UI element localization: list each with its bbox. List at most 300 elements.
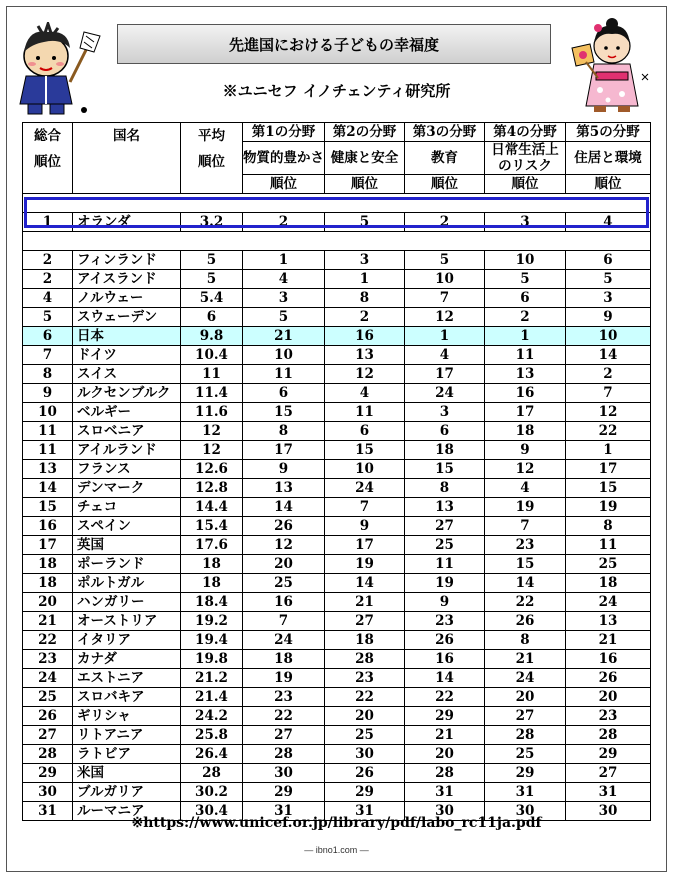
country-cell: アイスランド xyxy=(73,270,181,289)
table-spacer xyxy=(23,194,651,213)
domain-2-cell: 31 xyxy=(325,802,405,821)
country-cell: チェコ xyxy=(73,498,181,517)
overall-rank-cell: 30 xyxy=(23,783,73,802)
domain-2-cell: 26 xyxy=(325,764,405,783)
overall-rank-cell: 14 xyxy=(23,479,73,498)
domain-1-cell: 17 xyxy=(243,441,325,460)
overall-rank-cell: 11 xyxy=(23,441,73,460)
country-cell: デンマーク xyxy=(73,479,181,498)
header-domain-5: 第5の分野 xyxy=(566,123,651,142)
average-cell: 15.4 xyxy=(181,517,243,536)
average-cell: 26.4 xyxy=(181,745,243,764)
domain-5-cell: 21 xyxy=(566,631,651,650)
domain-2-cell: 6 xyxy=(325,422,405,441)
table-row xyxy=(23,783,651,802)
domain-1-cell: 5 xyxy=(243,308,325,327)
domain-4-cell: 1 xyxy=(485,327,566,346)
overall-rank-cell: 15 xyxy=(23,498,73,517)
header-domain-1-rank: 順位 xyxy=(243,175,325,194)
overall-rank-cell: 10 xyxy=(23,403,73,422)
average-cell: 12.6 xyxy=(181,460,243,479)
table-row xyxy=(23,555,651,574)
domain-3-cell: 29 xyxy=(405,707,485,726)
domain-4-cell: 4 xyxy=(485,479,566,498)
domain-1-cell: 2 xyxy=(243,213,325,232)
table-row xyxy=(23,346,651,365)
country-cell: オランダ xyxy=(73,213,181,232)
domain-1-cell: 20 xyxy=(243,555,325,574)
domain-5-cell: 13 xyxy=(566,612,651,631)
overall-rank-cell: 23 xyxy=(23,650,73,669)
table-row xyxy=(23,460,651,479)
header-domain-2-rank: 順位 xyxy=(325,175,405,194)
overall-rank-cell: 28 xyxy=(23,745,73,764)
overall-rank-cell: 18 xyxy=(23,574,73,593)
domain-4-cell: 20 xyxy=(485,688,566,707)
domain-2-cell: 14 xyxy=(325,574,405,593)
average-cell: 18.4 xyxy=(181,593,243,612)
domain-4-cell: 18 xyxy=(485,422,566,441)
domain-3-cell: 31 xyxy=(405,783,485,802)
site-footer: ― ibno1.com ― xyxy=(304,845,369,855)
header-domain-3-rank: 順位 xyxy=(405,175,485,194)
domain-1-cell: 19 xyxy=(243,669,325,688)
domain-4-cell: 30 xyxy=(485,802,566,821)
table-row xyxy=(23,308,651,327)
domain-2-cell: 13 xyxy=(325,346,405,365)
country-cell: スロバキア xyxy=(73,688,181,707)
domain-4-cell: 28 xyxy=(485,726,566,745)
domain-1-cell: 11 xyxy=(243,365,325,384)
overall-rank-cell: 17 xyxy=(23,536,73,555)
table-row xyxy=(23,270,651,289)
domain-5-cell: 18 xyxy=(566,574,651,593)
domain-5-cell: 26 xyxy=(566,669,651,688)
domain-3-cell: 22 xyxy=(405,688,485,707)
country-cell: スウェーデン xyxy=(73,308,181,327)
domain-2-cell: 19 xyxy=(325,555,405,574)
overall-rank-cell: 20 xyxy=(23,593,73,612)
country-cell: ベルギー xyxy=(73,403,181,422)
domain-3-cell: 2 xyxy=(405,213,485,232)
domain-3-cell: 21 xyxy=(405,726,485,745)
domain-1-cell: 12 xyxy=(243,536,325,555)
domain-5-cell: 29 xyxy=(566,745,651,764)
country-cell: フィンランド xyxy=(73,251,181,270)
average-cell: 18 xyxy=(181,555,243,574)
domain-4-cell: 22 xyxy=(485,593,566,612)
domain-2-cell: 12 xyxy=(325,365,405,384)
domain-4-cell: 23 xyxy=(485,536,566,555)
domain-1-cell: 25 xyxy=(243,574,325,593)
domain-2-cell: 11 xyxy=(325,403,405,422)
domain-5-cell: 7 xyxy=(566,384,651,403)
header-domain-4: 第4の分野 xyxy=(485,123,566,142)
domain-4-cell: 26 xyxy=(485,612,566,631)
domain-5-cell: 9 xyxy=(566,308,651,327)
country-cell: イタリア xyxy=(73,631,181,650)
table-row xyxy=(23,745,651,764)
domain-5-cell: 27 xyxy=(566,764,651,783)
domain-4-cell: 19 xyxy=(485,498,566,517)
domain-4-cell: 10 xyxy=(485,251,566,270)
domain-2-cell: 28 xyxy=(325,650,405,669)
country-cell: ドイツ xyxy=(73,346,181,365)
domain-3-cell: 7 xyxy=(405,289,485,308)
table-row xyxy=(23,365,651,384)
domain-2-cell: 9 xyxy=(325,517,405,536)
average-cell: 5.4 xyxy=(181,289,243,308)
header-domain-5-rank: 順位 xyxy=(566,175,651,194)
domain-1-cell: 24 xyxy=(243,631,325,650)
domain-5-cell: 3 xyxy=(566,289,651,308)
overall-rank-cell: 25 xyxy=(23,688,73,707)
table-row xyxy=(23,251,651,270)
overall-rank-cell: 29 xyxy=(23,764,73,783)
domain-3-cell: 28 xyxy=(405,764,485,783)
domain-3-cell: 30 xyxy=(405,802,485,821)
country-cell: フランス xyxy=(73,460,181,479)
table-row xyxy=(23,441,651,460)
country-cell: オーストリア xyxy=(73,612,181,631)
overall-rank-cell: 27 xyxy=(23,726,73,745)
domain-4-cell: 5 xyxy=(485,270,566,289)
header-country: 国名 xyxy=(73,123,181,194)
country-cell: ポーランド xyxy=(73,555,181,574)
domain-4-cell: 16 xyxy=(485,384,566,403)
domain-2-cell: 15 xyxy=(325,441,405,460)
domain-1-cell: 23 xyxy=(243,688,325,707)
domain-5-cell: 12 xyxy=(566,403,651,422)
table-row xyxy=(23,726,651,745)
domain-3-cell: 3 xyxy=(405,403,485,422)
domain-1-cell: 28 xyxy=(243,745,325,764)
domain-2-cell: 3 xyxy=(325,251,405,270)
domain-1-cell: 26 xyxy=(243,517,325,536)
domain-1-cell: 31 xyxy=(243,802,325,821)
average-cell: 3.2 xyxy=(181,213,243,232)
domain-1-cell: 30 xyxy=(243,764,325,783)
domain-1-cell: 14 xyxy=(243,498,325,517)
domain-1-cell: 15 xyxy=(243,403,325,422)
domain-2-cell: 7 xyxy=(325,498,405,517)
table-row xyxy=(23,422,651,441)
average-cell: 25.8 xyxy=(181,726,243,745)
header-domain-1: 第1の分野 xyxy=(243,123,325,142)
header-domain-4-rank: 順位 xyxy=(485,175,566,194)
table-row xyxy=(23,650,651,669)
average-cell: 19.2 xyxy=(181,612,243,631)
overall-rank-cell: 7 xyxy=(23,346,73,365)
table-row xyxy=(23,707,651,726)
domain-5-cell: 28 xyxy=(566,726,651,745)
overall-rank-cell: 6 xyxy=(23,327,73,346)
domain-5-cell: 22 xyxy=(566,422,651,441)
domain-4-cell: 8 xyxy=(485,631,566,650)
header-domain-5-name: 住居と環境 xyxy=(566,142,651,175)
domain-4-cell: 3 xyxy=(485,213,566,232)
domain-2-cell: 18 xyxy=(325,631,405,650)
overall-rank-cell: 2 xyxy=(23,270,73,289)
average-cell: 18 xyxy=(181,574,243,593)
domain-3-cell: 10 xyxy=(405,270,485,289)
average-cell: 11.4 xyxy=(181,384,243,403)
overall-rank-cell: 24 xyxy=(23,669,73,688)
domain-3-cell: 11 xyxy=(405,555,485,574)
domain-1-cell: 7 xyxy=(243,612,325,631)
domain-3-cell: 16 xyxy=(405,650,485,669)
table-row xyxy=(23,327,651,346)
domain-5-cell: 25 xyxy=(566,555,651,574)
country-cell: 英国 xyxy=(73,536,181,555)
domain-3-cell: 8 xyxy=(405,479,485,498)
country-cell: ポルトガル xyxy=(73,574,181,593)
average-cell: 28 xyxy=(181,764,243,783)
table-row xyxy=(23,764,651,783)
table-row xyxy=(23,631,651,650)
average-cell: 5 xyxy=(181,270,243,289)
country-cell: 米国 xyxy=(73,764,181,783)
table-row xyxy=(23,403,651,422)
average-cell: 11 xyxy=(181,365,243,384)
average-cell: 10.4 xyxy=(181,346,243,365)
domain-4-cell: 14 xyxy=(485,574,566,593)
domain-3-cell: 1 xyxy=(405,327,485,346)
domain-2-cell: 2 xyxy=(325,308,405,327)
country-cell: カナダ xyxy=(73,650,181,669)
average-cell: 21.2 xyxy=(181,669,243,688)
domain-5-cell: 11 xyxy=(566,536,651,555)
header-domain-1-name: 物質的豊かさ xyxy=(243,142,325,175)
domain-4-cell: 7 xyxy=(485,517,566,536)
header-domain-4-name: 日常生活上のリスク xyxy=(485,142,566,175)
domain-2-cell: 20 xyxy=(325,707,405,726)
domain-5-cell: 14 xyxy=(566,346,651,365)
table-row xyxy=(23,574,651,593)
country-cell: スペイン xyxy=(73,517,181,536)
country-cell: スイス xyxy=(73,365,181,384)
average-cell: 6 xyxy=(181,308,243,327)
domain-3-cell: 26 xyxy=(405,631,485,650)
header-domain-2-name: 健康と安全 xyxy=(325,142,405,175)
domain-2-cell: 23 xyxy=(325,669,405,688)
overall-rank-cell: 11 xyxy=(23,422,73,441)
header-overall-rank: 総合 順位 xyxy=(23,123,73,194)
domain-2-cell: 5 xyxy=(325,213,405,232)
domain-4-cell: 29 xyxy=(485,764,566,783)
domain-4-cell: 6 xyxy=(485,289,566,308)
average-cell: 19.8 xyxy=(181,650,243,669)
domain-3-cell: 19 xyxy=(405,574,485,593)
overall-rank-cell: 21 xyxy=(23,612,73,631)
domain-5-cell: 19 xyxy=(566,498,651,517)
country-cell: ブルガリア xyxy=(73,783,181,802)
page-title: 先進国における子どもの幸福度 xyxy=(117,24,551,64)
domain-3-cell: 24 xyxy=(405,384,485,403)
domain-1-cell: 6 xyxy=(243,384,325,403)
domain-2-cell: 30 xyxy=(325,745,405,764)
domain-1-cell: 3 xyxy=(243,289,325,308)
domain-4-cell: 27 xyxy=(485,707,566,726)
domain-2-cell: 24 xyxy=(325,479,405,498)
overall-rank-cell: 8 xyxy=(23,365,73,384)
overall-rank-cell: 2 xyxy=(23,251,73,270)
domain-3-cell: 15 xyxy=(405,460,485,479)
average-cell: 14.4 xyxy=(181,498,243,517)
domain-2-cell: 1 xyxy=(325,270,405,289)
domain-3-cell: 12 xyxy=(405,308,485,327)
domain-5-cell: 8 xyxy=(566,517,651,536)
average-cell: 11.6 xyxy=(181,403,243,422)
domain-1-cell: 1 xyxy=(243,251,325,270)
domain-3-cell: 25 xyxy=(405,536,485,555)
domain-1-cell: 27 xyxy=(243,726,325,745)
table-spacer-cell xyxy=(23,194,651,213)
domain-4-cell: 9 xyxy=(485,441,566,460)
domain-1-cell: 10 xyxy=(243,346,325,365)
domain-3-cell: 23 xyxy=(405,612,485,631)
table-row xyxy=(23,289,651,308)
country-cell: ハンガリー xyxy=(73,593,181,612)
overall-rank-cell: 31 xyxy=(23,802,73,821)
domain-2-cell: 25 xyxy=(325,726,405,745)
average-cell: 19.4 xyxy=(181,631,243,650)
average-cell: 12 xyxy=(181,441,243,460)
domain-4-cell: 17 xyxy=(485,403,566,422)
overall-rank-cell: 1 xyxy=(23,213,73,232)
domain-2-cell: 22 xyxy=(325,688,405,707)
country-cell: リトアニア xyxy=(73,726,181,745)
domain-3-cell: 9 xyxy=(405,593,485,612)
domain-3-cell: 6 xyxy=(405,422,485,441)
table-row xyxy=(23,479,651,498)
table-row xyxy=(23,517,651,536)
average-cell: 9.8 xyxy=(181,327,243,346)
average-cell: 30.2 xyxy=(181,783,243,802)
country-cell: エストニア xyxy=(73,669,181,688)
header-domain-2: 第2の分野 xyxy=(325,123,405,142)
average-cell: 30.4 xyxy=(181,802,243,821)
domain-2-cell: 21 xyxy=(325,593,405,612)
domain-4-cell: 2 xyxy=(485,308,566,327)
overall-rank-cell: 26 xyxy=(23,707,73,726)
domain-5-cell: 15 xyxy=(566,479,651,498)
domain-5-cell: 4 xyxy=(566,213,651,232)
domain-4-cell: 25 xyxy=(485,745,566,764)
domain-3-cell: 5 xyxy=(405,251,485,270)
domain-1-cell: 29 xyxy=(243,783,325,802)
domain-5-cell: 2 xyxy=(566,365,651,384)
table-row xyxy=(23,688,651,707)
domain-1-cell: 18 xyxy=(243,650,325,669)
domain-4-cell: 11 xyxy=(485,346,566,365)
overall-rank-cell: 22 xyxy=(23,631,73,650)
domain-5-cell: 1 xyxy=(566,441,651,460)
domain-2-cell: 27 xyxy=(325,612,405,631)
source-subtitle: ※ユニセフ イノチェンティ研究所 xyxy=(222,82,451,100)
domain-1-cell: 8 xyxy=(243,422,325,441)
domain-4-cell: 31 xyxy=(485,783,566,802)
table-row xyxy=(23,213,651,232)
source-url: ※https://www.unicef.or.jp/library/pdf/labo_rc11ja.pdf xyxy=(131,815,542,831)
domain-1-cell: 9 xyxy=(243,460,325,479)
country-cell: ノルウェー xyxy=(73,289,181,308)
domain-4-cell: 13 xyxy=(485,365,566,384)
domain-5-cell: 10 xyxy=(566,327,651,346)
average-cell: 12 xyxy=(181,422,243,441)
domain-5-cell: 31 xyxy=(566,783,651,802)
domain-1-cell: 16 xyxy=(243,593,325,612)
domain-3-cell: 20 xyxy=(405,745,485,764)
domain-2-cell: 16 xyxy=(325,327,405,346)
average-cell: 17.6 xyxy=(181,536,243,555)
overall-rank-cell: 18 xyxy=(23,555,73,574)
table-row xyxy=(23,384,651,403)
domain-3-cell: 18 xyxy=(405,441,485,460)
domain-4-cell: 21 xyxy=(485,650,566,669)
samurai-boy-illustration xyxy=(14,22,104,118)
domain-2-cell: 10 xyxy=(325,460,405,479)
average-cell: 24.2 xyxy=(181,707,243,726)
domain-2-cell: 17 xyxy=(325,536,405,555)
country-cell: スロベニア xyxy=(73,422,181,441)
overall-rank-cell: 13 xyxy=(23,460,73,479)
table-spacer xyxy=(23,232,651,251)
overall-rank-cell: 16 xyxy=(23,517,73,536)
header-domain-3-name: 教育 xyxy=(405,142,485,175)
domain-1-cell: 22 xyxy=(243,707,325,726)
domain-2-cell: 29 xyxy=(325,783,405,802)
domain-4-cell: 12 xyxy=(485,460,566,479)
table-row xyxy=(23,536,651,555)
country-cell: 日本 xyxy=(73,327,181,346)
domain-1-cell: 21 xyxy=(243,327,325,346)
overall-rank-cell: 5 xyxy=(23,308,73,327)
domain-5-cell: 17 xyxy=(566,460,651,479)
country-cell: アイルランド xyxy=(73,441,181,460)
table-row xyxy=(23,593,651,612)
average-cell: 12.8 xyxy=(181,479,243,498)
average-cell: 21.4 xyxy=(181,688,243,707)
country-cell: ルーマニア xyxy=(73,802,181,821)
domain-5-cell: 5 xyxy=(566,270,651,289)
table-row xyxy=(23,612,651,631)
country-cell: ギリシャ xyxy=(73,707,181,726)
country-cell: ルクセンブルク xyxy=(73,384,181,403)
table-spacer-cell xyxy=(23,232,651,251)
domain-4-cell: 24 xyxy=(485,669,566,688)
table-row xyxy=(23,669,651,688)
domain-2-cell: 4 xyxy=(325,384,405,403)
header-average-rank: 平均 順位 xyxy=(181,123,243,194)
country-cell: ラトビア xyxy=(73,745,181,764)
domain-3-cell: 14 xyxy=(405,669,485,688)
domain-4-cell: 15 xyxy=(485,555,566,574)
domain-3-cell: 17 xyxy=(405,365,485,384)
header-domain-3: 第3の分野 xyxy=(405,123,485,142)
domain-5-cell: 30 xyxy=(566,802,651,821)
ranking-table xyxy=(22,122,651,821)
domain-5-cell: 6 xyxy=(566,251,651,270)
domain-2-cell: 8 xyxy=(325,289,405,308)
domain-1-cell: 4 xyxy=(243,270,325,289)
domain-5-cell: 23 xyxy=(566,707,651,726)
domain-5-cell: 16 xyxy=(566,650,651,669)
average-cell: 5 xyxy=(181,251,243,270)
overall-rank-cell: 4 xyxy=(23,289,73,308)
domain-3-cell: 4 xyxy=(405,346,485,365)
domain-3-cell: 27 xyxy=(405,517,485,536)
